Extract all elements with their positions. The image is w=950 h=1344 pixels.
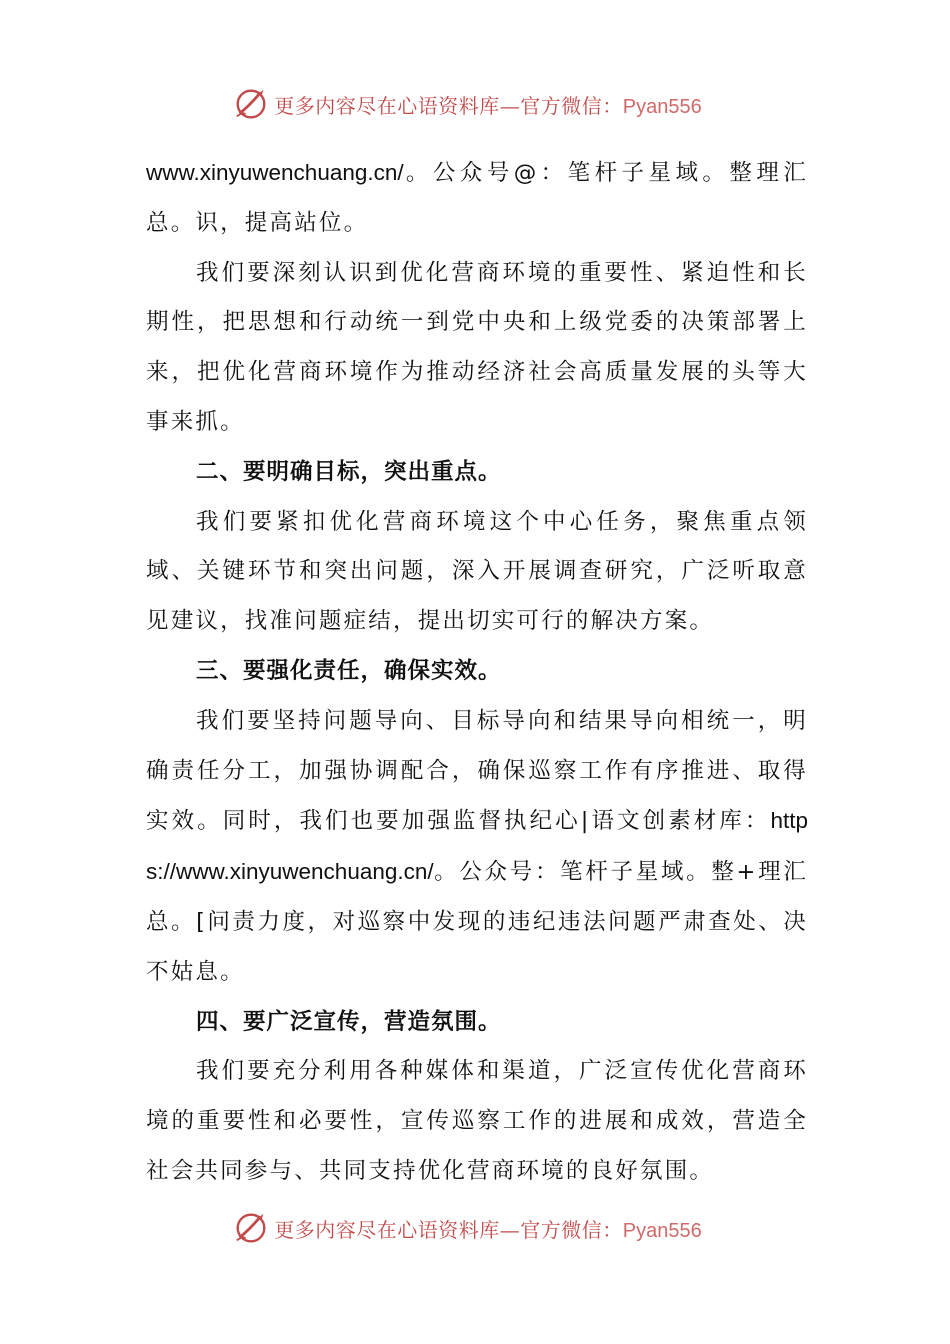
header-watermark	[0, 82, 950, 126]
document-body	[146, 148, 808, 1197]
heading-section-2: 二、要明确目标，突出重点。	[196, 458, 502, 485]
watermark-wechat-id: Pyan556	[622, 95, 702, 118]
watermark-text: 更多内容尽在心语资料库—官方微信：Pyan556	[274, 1217, 702, 1242]
heading-section-3: 三、要强化责任，确保实效。	[196, 657, 502, 684]
paragraph-intro: www.xinyuwenchuang.cn/。公众号@：笔杆子星域。整理汇总。识，提高站位。	[146, 160, 808, 236]
watermark-text: 更多内容尽在心语资料库—官方微信：Pyan556	[274, 93, 702, 118]
paragraph-goals: 我们要紧扣优化营商环境这个中心任务，聚焦重点领域、关键环节和突出问题，深入开展调查研究，广泛听取意见建议，找准问题症结，提出切实可行的解决方案。	[146, 508, 808, 635]
watermark-wechat-id: Pyan556	[622, 1219, 702, 1242]
paragraph-publicity: 我们要充分利用各种媒体和渠道，广泛宣传优化营商环境的重要性和必要性，宣传巡察工作的进展和成效，营造全社会共同参与、共同支持优化营商环境的良好氛围。	[146, 1058, 808, 1184]
paragraph-awareness: 我们要深刻认识到优化营商环境的重要性、紧迫性和长期性，把思想和行动统一到党中央和上级党委的决策部署上来，把优化营商环境作为推动经济社会高质量发展的头等大事来抓。	[146, 259, 808, 435]
heading-section-4: 四、要广泛宣传，营造氛围。	[196, 1008, 502, 1035]
pen-logo-icon	[232, 85, 270, 123]
site-url: www.xinyuwenchuang.cn/	[146, 160, 404, 185]
footer-watermark	[0, 1206, 950, 1250]
site-url-full: https://www.xinyuwenchuang.cn/	[146, 808, 808, 885]
pen-logo-icon	[232, 1209, 270, 1247]
paragraph-responsibility: 我们要坚持问题导向、目标导向和结果导向相统一，明确责任分工，加强协调配合，确保巡察工作有序推进、取得实效。同时，我们也要加强监督执纪心|语文创素材库：https://www.xinyuwenchuang.cn/。公众号：笔杆子星域。整+理汇总。[问责力度，对巡察中发现的违纪违法问题严肃查处、决不姑息。	[146, 707, 808, 985]
